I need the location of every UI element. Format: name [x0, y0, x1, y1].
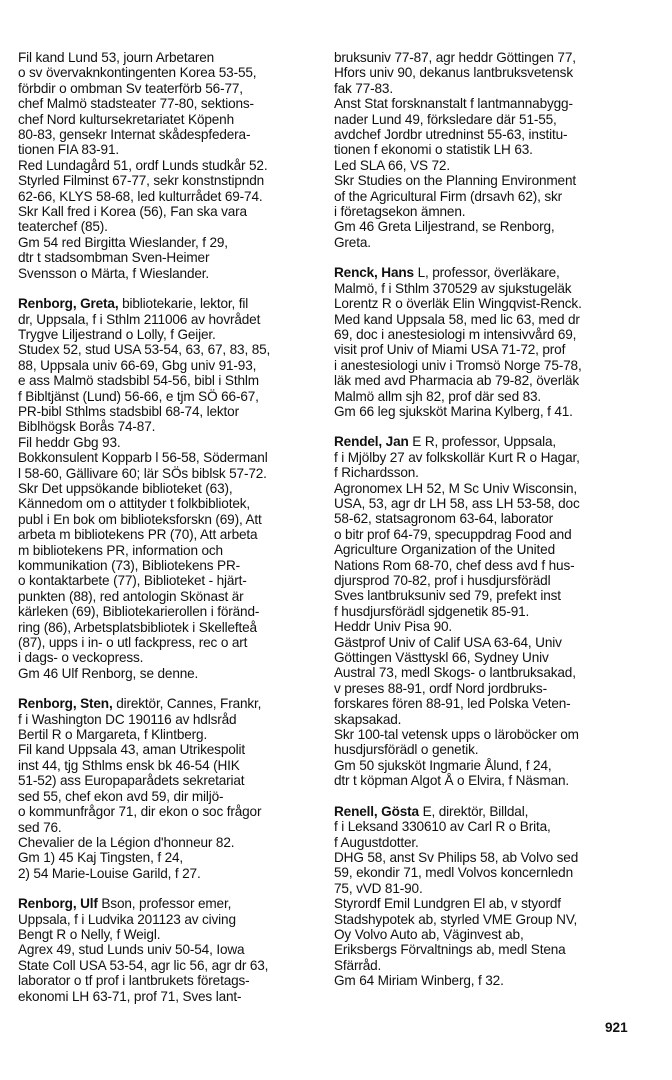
entry-line — [18, 312, 318, 327]
entry-line — [334, 81, 656, 96]
entry-text: Sves lantbruksuniv sed 79, prefekt inst — [334, 588, 561, 604]
entry-text: Sfärråd. — [334, 957, 382, 973]
entry-text: Gm 1) 45 Kaj Tingsten, f 24, — [18, 850, 184, 866]
entry-line — [334, 804, 656, 819]
entry-text: Skr 100-tal vetensk upps o läroböcker om — [334, 727, 579, 743]
entry-text: Oy Volvo Auto ab, Väginvest ab, — [334, 926, 524, 942]
biography-entry — [18, 296, 318, 681]
entry-text: f husdjursförädl sjdgenetik 85-91. — [334, 603, 530, 619]
entry-line — [18, 604, 318, 619]
entry-line — [334, 142, 656, 157]
entry-line — [334, 573, 656, 588]
entry-text: State Coll USA 53-54, agr lic 56, agr dr 63, — [18, 957, 269, 973]
entry-line — [18, 65, 318, 80]
entry-text: 75, vVD 81-90. — [334, 880, 423, 896]
entry-line — [18, 204, 318, 219]
entry-text: Anst Stat forsknanstalt f lantmannabygg- — [334, 96, 573, 112]
entry-line — [334, 189, 656, 204]
entry-text: Med kand Uppsala 58, med lic 63, med dr — [334, 311, 580, 327]
entry-line — [18, 450, 318, 465]
entry-text: laborator o tf prof i lantbrukets företags- — [18, 973, 250, 989]
biography-entry — [334, 804, 656, 989]
entry-headword: Renborg, Ulf — [18, 896, 98, 912]
entry-line — [18, 773, 318, 788]
entry-text: o bitr prof 64-79, specuppdrag Food and — [334, 526, 572, 542]
entry-text: djursprod 70-82, prof i husdjursförädl — [334, 573, 551, 588]
entry-line — [18, 250, 318, 265]
entry-line — [334, 881, 656, 896]
entry-line — [18, 496, 318, 511]
entry-text: e ass Malmö stadsbibl 54-56, bibl i Sthlm — [18, 373, 259, 389]
entry-line — [334, 373, 656, 388]
entry-text: sed 76. — [18, 819, 62, 835]
entry-line — [334, 404, 656, 419]
entry-text: dtr t stadsombman Sven-Heimer — [18, 250, 210, 266]
entry-line — [18, 419, 318, 434]
entry-line — [18, 712, 318, 727]
entry-headword: Renborg, Greta, — [18, 296, 119, 312]
entry-line — [334, 942, 656, 957]
entry-text: Bertil R o Margareta, f Klintberg. — [18, 727, 208, 743]
entry-text: chef Malmö stadsteater 77-80, sektions- — [18, 96, 254, 112]
entry-line — [334, 281, 656, 296]
entry-line — [334, 127, 656, 142]
entry-text: Gm 46 Ulf Renborg, se denne. — [18, 665, 199, 681]
entry-text: Styrordf Emil Lundgren El ab, v styordf — [334, 896, 561, 912]
entry-text: publ i En bok om biblioteksforskn (69), Att — [18, 511, 262, 527]
biography-entry — [18, 50, 318, 281]
entry-line — [18, 512, 318, 527]
entry-line — [334, 296, 656, 311]
entry-line — [334, 235, 656, 250]
entry-line — [18, 127, 318, 142]
entry-text: Eriksbergs Förvaltnings ab, medl Stena — [334, 942, 566, 958]
entry-text: Greta. — [334, 234, 371, 250]
entry-text: f i Mjölby 27 av folkskollär Kurt R o Hagar, — [334, 449, 580, 465]
entry-text: Fil kand Uppsala 43, aman Utrikespolit — [18, 742, 246, 758]
entry-text: bibliotekarie, lektor, fil — [118, 296, 249, 312]
entry-line — [18, 742, 318, 757]
entry-line — [18, 589, 318, 604]
entry-text: Fil heddr Gbg 93. — [18, 434, 121, 450]
entry-text: Gm 46 Greta Liljestrand, se Renborg, — [334, 219, 555, 235]
entry-line — [334, 496, 656, 511]
entry-text: ekonomi LH 63-71, prof 71, Sves lant- — [18, 988, 242, 1004]
entry-line — [334, 511, 656, 526]
entry-line — [18, 727, 318, 742]
entry-line — [334, 696, 656, 711]
entry-line — [334, 742, 656, 757]
entry-text: Gästprof Univ of Calif USA 63-64, Univ — [334, 634, 562, 650]
entry-text: Biblhögsk Borås 74-87. — [18, 419, 156, 435]
entry-line — [18, 219, 318, 234]
entry-line — [18, 666, 318, 681]
entry-line — [334, 758, 656, 773]
entry-text: f Augustdotter. — [334, 834, 419, 850]
entry-text: Gm 50 sjuksköt Ingmarie Ålund, f 24, — [334, 757, 552, 773]
entry-text: visit prof Univ of Miami USA 71-72, prof — [334, 342, 566, 358]
entry-text: Austral 73, medl Skogs- o lantbruksakad, — [334, 665, 576, 681]
entry-line — [334, 542, 656, 557]
entry-text: avdchef Jordbr utredninst 55-63, institu- — [334, 127, 568, 143]
entry-text: L, professor, överläkare, — [413, 265, 560, 281]
entry-line — [18, 912, 318, 927]
entry-text: 88, Uppsala univ 66-69, Gbg univ 91-93, — [18, 357, 257, 373]
entry-line — [334, 865, 656, 880]
entry-text: o sv övervaknkontingenten Korea 53-55, — [18, 65, 257, 81]
entry-line — [334, 450, 656, 465]
entry-line — [18, 850, 318, 865]
entry-line — [334, 312, 656, 327]
entry-line — [334, 604, 656, 619]
entry-line — [18, 896, 318, 911]
biography-entry — [334, 265, 656, 419]
entry-line — [334, 973, 656, 988]
entry-line — [18, 481, 318, 496]
entry-text: husdjursförädl o genetik. — [334, 742, 479, 758]
entry-text: Agrex 49, stud Lunds univ 50-54, Iowa — [18, 942, 245, 958]
entry-text: fak 77-83. — [334, 80, 393, 96]
entry-text: teaterchef (85). — [18, 219, 108, 235]
entry-line — [334, 112, 656, 127]
entry-text: Fil kand Lund 53, journ Arbetaren — [18, 50, 215, 65]
entry-line — [18, 758, 318, 773]
entry-line — [18, 866, 318, 881]
entry-line — [18, 296, 318, 311]
entry-line — [18, 50, 318, 65]
entry-line — [18, 373, 318, 388]
entry-line — [334, 50, 656, 65]
entry-text: f i Washington DC 190116 av hdlsråd — [18, 711, 237, 727]
entry-text: Bokkonsulent Kopparb l 56-58, Södermanl — [18, 450, 268, 466]
entry-text: Skr Det uppsökande biblioteket (63), — [18, 480, 233, 496]
entry-line — [18, 789, 318, 804]
entry-text: Nations Rom 68-70, chef dess avd f hus- — [334, 557, 575, 573]
entry-line — [334, 96, 656, 111]
entry-line — [334, 389, 656, 404]
right-column — [334, 50, 656, 1004]
entry-line — [18, 389, 318, 404]
entry-text: E, direktör, Billdal, — [418, 803, 529, 819]
entry-line — [334, 681, 656, 696]
entry-line — [18, 573, 318, 588]
entry-text: Hfors univ 90, dekanus lantbruksvetensk — [334, 65, 573, 81]
entry-text: Led SLA 66, VS 72. — [334, 157, 450, 173]
entry-line — [18, 96, 318, 111]
entry-headword: Renell, Gösta — [334, 803, 419, 819]
entry-line — [18, 358, 318, 373]
entry-line — [18, 650, 318, 665]
entry-text: Agriculture Organization of the United — [334, 542, 555, 558]
entry-text: Svensson o Märta, f Wieslander. — [18, 265, 210, 281]
entry-text: chef Nord kultursekretariatet Köpenh — [18, 111, 234, 127]
entry-line — [334, 465, 656, 480]
entry-line — [334, 896, 656, 911]
entry-line — [18, 342, 318, 357]
entry-text: Göttingen Västtyskl 66, Sydney Univ — [334, 650, 549, 666]
entry-text: o kontaktarbete (77), Biblioteket - hjärt- — [18, 573, 247, 589]
left-column — [18, 50, 318, 1019]
entry-text: direktör, Cannes, Frankr, — [112, 696, 262, 712]
entry-line — [18, 543, 318, 558]
entry-text: Malmö, f i Sthlm 370529 av sjukstugeläk — [334, 280, 572, 296]
entry-text: 51-52) ass Europaparådets sekretariat — [18, 773, 245, 789]
entry-text: v preses 88-91, ordf Nord jordbruks- — [334, 680, 547, 696]
entry-text: läk med avd Pharmacia ab 79-82, överläk — [334, 373, 580, 389]
entry-line — [334, 204, 656, 219]
biography-entry — [18, 896, 318, 1004]
entry-text: ring (86), Arbetsplatsbibliotek i Skellefteå — [18, 619, 257, 635]
entry-line — [334, 665, 656, 680]
biography-entry — [334, 434, 656, 788]
entry-line — [334, 434, 656, 449]
entry-text: inst 44, tjg Sthlms ensk bk 46-54 (HIK — [18, 757, 240, 773]
entry-text: sed 55, chef ekon avd 59, dir miljö- — [18, 788, 224, 804]
entry-text: kommunikation (73), Bibliotekens PR- — [18, 558, 241, 573]
entry-line — [18, 958, 318, 973]
entry-line — [334, 265, 656, 280]
entry-text: Bengt R o Nelly, f Weigl. — [18, 926, 161, 942]
entry-line — [18, 927, 318, 942]
entry-line — [334, 342, 656, 357]
entry-text: Stadshypotek ab, styrled VME Group NV, — [334, 911, 578, 927]
entry-text: nader Lund 49, förksledare där 51-55, — [334, 111, 557, 127]
entry-line — [334, 619, 656, 634]
entry-text: Malmö allm sjh 82, prof där sed 83. — [334, 388, 542, 404]
entry-text: f Bibltjänst (Lund) 56-66, e tjm SÖ 66-67, — [18, 388, 259, 404]
entry-line — [18, 404, 318, 419]
entry-text: dr, Uppsala, f i Sthlm 211006 av hovrådet — [18, 311, 261, 327]
entry-text: 69, doc i anestesiologi m intensivvård 69, — [334, 326, 577, 342]
entry-text: 62-66, KLYS 58-68, led kulturrådet 69-74. — [18, 188, 263, 204]
entry-line — [18, 635, 318, 650]
entry-line — [334, 173, 656, 188]
entry-line — [334, 819, 656, 834]
entry-line — [334, 481, 656, 496]
entry-text: Gm 64 Miriam Winberg, f 32. — [334, 973, 504, 989]
entry-text: (87), upps i in- o utl fackpress, rec o art — [18, 635, 248, 651]
entry-line — [18, 112, 318, 127]
entry-text: arbeta m bibliotekens PR (70), Att arbeta — [18, 527, 258, 543]
entry-text: skapsakad. — [334, 711, 402, 727]
entry-line — [334, 650, 656, 665]
entry-text: 80-83, gensekr Internat skådespfedera- — [18, 127, 251, 143]
entry-text: Agronomex LH 52, M Sc Univ Wisconsin, — [334, 480, 578, 496]
entry-line — [334, 958, 656, 973]
entry-line — [18, 527, 318, 542]
entry-text: Studex 52, stud USA 53-54, 63, 67, 83, 85, — [18, 342, 271, 358]
entry-line — [18, 142, 318, 157]
biography-entry — [18, 696, 318, 881]
entry-line — [334, 635, 656, 650]
entry-line — [18, 989, 318, 1004]
entry-text: DHG 58, anst Sv Philips 58, ab Volvo sed — [334, 849, 579, 865]
entry-line — [18, 235, 318, 250]
entry-line — [18, 327, 318, 342]
entry-line — [18, 804, 318, 819]
entry-line — [18, 942, 318, 957]
entry-text: Heddr Univ Pisa 90. — [334, 619, 453, 635]
entry-text: Skr Kall fred i Korea (56), Fan ska vara — [18, 204, 247, 220]
entry-text: bruksuniv 77-87, agr heddr Göttingen 77, — [334, 50, 576, 65]
entry-line — [18, 558, 318, 573]
entry-line — [334, 850, 656, 865]
entry-text: tionen FIA 83-91. — [18, 142, 119, 158]
entry-text: tionen f ekonomi o statistik LH 63. — [334, 142, 533, 158]
entry-text: E R, professor, Uppsala, — [408, 434, 557, 450]
entry-line — [18, 466, 318, 481]
entry-line — [18, 158, 318, 173]
entry-text: Styrled Filminst 67-77, sekr konstnstipndn — [18, 173, 265, 189]
entry-text: f Richardsson. — [334, 465, 419, 481]
entry-text: Skr Studies on the Planning Environment — [334, 173, 577, 189]
entry-line — [18, 820, 318, 835]
entry-line — [334, 773, 656, 788]
entry-line — [334, 327, 656, 342]
entry-line — [18, 266, 318, 281]
entry-text: i dags- o veckopress. — [18, 650, 144, 666]
entry-text: i företagsekon ämnen. — [334, 204, 466, 220]
entry-text: of the Agricultural Firm (drsavh 62), skr — [334, 188, 563, 204]
entry-text: l 58-60, Gällivare 60; lär SÖs biblsk 57-72. — [18, 465, 267, 481]
entry-text: 2) 54 Marie-Louise Garild, f 27. — [18, 865, 201, 881]
entry-line — [18, 973, 318, 988]
entry-line — [18, 696, 318, 711]
entry-text: Bson, professor emer, — [97, 896, 232, 912]
entry-text: kärleken (69), Bibliotekarierollen i föränd- — [18, 604, 260, 620]
entry-text: 58-62, statsagronom 63-64, laborator — [334, 511, 554, 527]
entry-text: förbdir o ombman Sv teaterförb 56-77, — [18, 80, 243, 96]
entry-line — [334, 835, 656, 850]
page-number: 921 — [605, 1020, 628, 1035]
entry-text: Red Lundagård 51, ordf Lunds studkår 52. — [18, 157, 268, 173]
entry-text: punkten (88), red antologin Skönast är — [18, 588, 244, 604]
entry-text: f i Leksand 330610 av Carl R o Brita, — [334, 819, 551, 835]
entry-line — [18, 189, 318, 204]
entry-text: i anestesiologi univ i Tromsö Norge 75-78, — [334, 357, 582, 373]
entry-text: dtr t köpman Algot Å o Elvira, f Näsman. — [334, 773, 570, 789]
entry-text: USA, 53, agr dr LH 58, ass LH 53-58, doc — [334, 495, 580, 511]
entry-text: Uppsala, f i Ludvika 201123 av civing — [18, 911, 236, 927]
entry-line — [334, 65, 656, 80]
biography-entry — [334, 50, 656, 250]
entry-text: Kännedom om o attityder t folkbibliotek, — [18, 496, 251, 512]
entry-headword: Rendel, Jan — [334, 434, 409, 450]
entry-text: Chevalier de la Légion d'honneur 82. — [18, 834, 235, 850]
entry-line — [18, 435, 318, 450]
entry-headword: Renck, Hans — [334, 265, 414, 281]
entry-text: Gm 54 red Birgitta Wieslander, f 29, — [18, 234, 228, 250]
entry-text: o kommunfrågor 71, dir ekon o soc frågor — [18, 804, 262, 820]
entry-text: forskares fören 88-91, led Polska Veten- — [334, 696, 571, 712]
entry-line — [334, 558, 656, 573]
entry-line — [334, 588, 656, 603]
entry-text: Gm 66 leg sjuksköt Marina Kylberg, f 41. — [334, 403, 573, 419]
entry-line — [334, 158, 656, 173]
entry-line — [18, 835, 318, 850]
entry-line — [334, 912, 656, 927]
entry-line — [334, 219, 656, 234]
entry-text: m bibliotekens PR, information och — [18, 542, 223, 558]
entry-line — [334, 712, 656, 727]
entry-text: PR-bibl Sthlms stadsbibl 68-74, lektor — [18, 403, 239, 419]
entry-line — [334, 358, 656, 373]
entry-headword: Renborg, Sten, — [18, 696, 113, 712]
entry-line — [18, 620, 318, 635]
entry-text: Trygve Liljestrand o Lolly, f Geijer. — [18, 326, 216, 342]
entry-line — [334, 527, 656, 542]
entry-line — [334, 727, 656, 742]
entry-text: Lorentz R o överläk Elin Wingqvist-Renck. — [334, 296, 582, 312]
entry-line — [18, 173, 318, 188]
entry-text: 59, ekondir 71, medl Volvos koncernledn — [334, 865, 573, 881]
entry-line — [18, 81, 318, 96]
entry-line — [334, 927, 656, 942]
